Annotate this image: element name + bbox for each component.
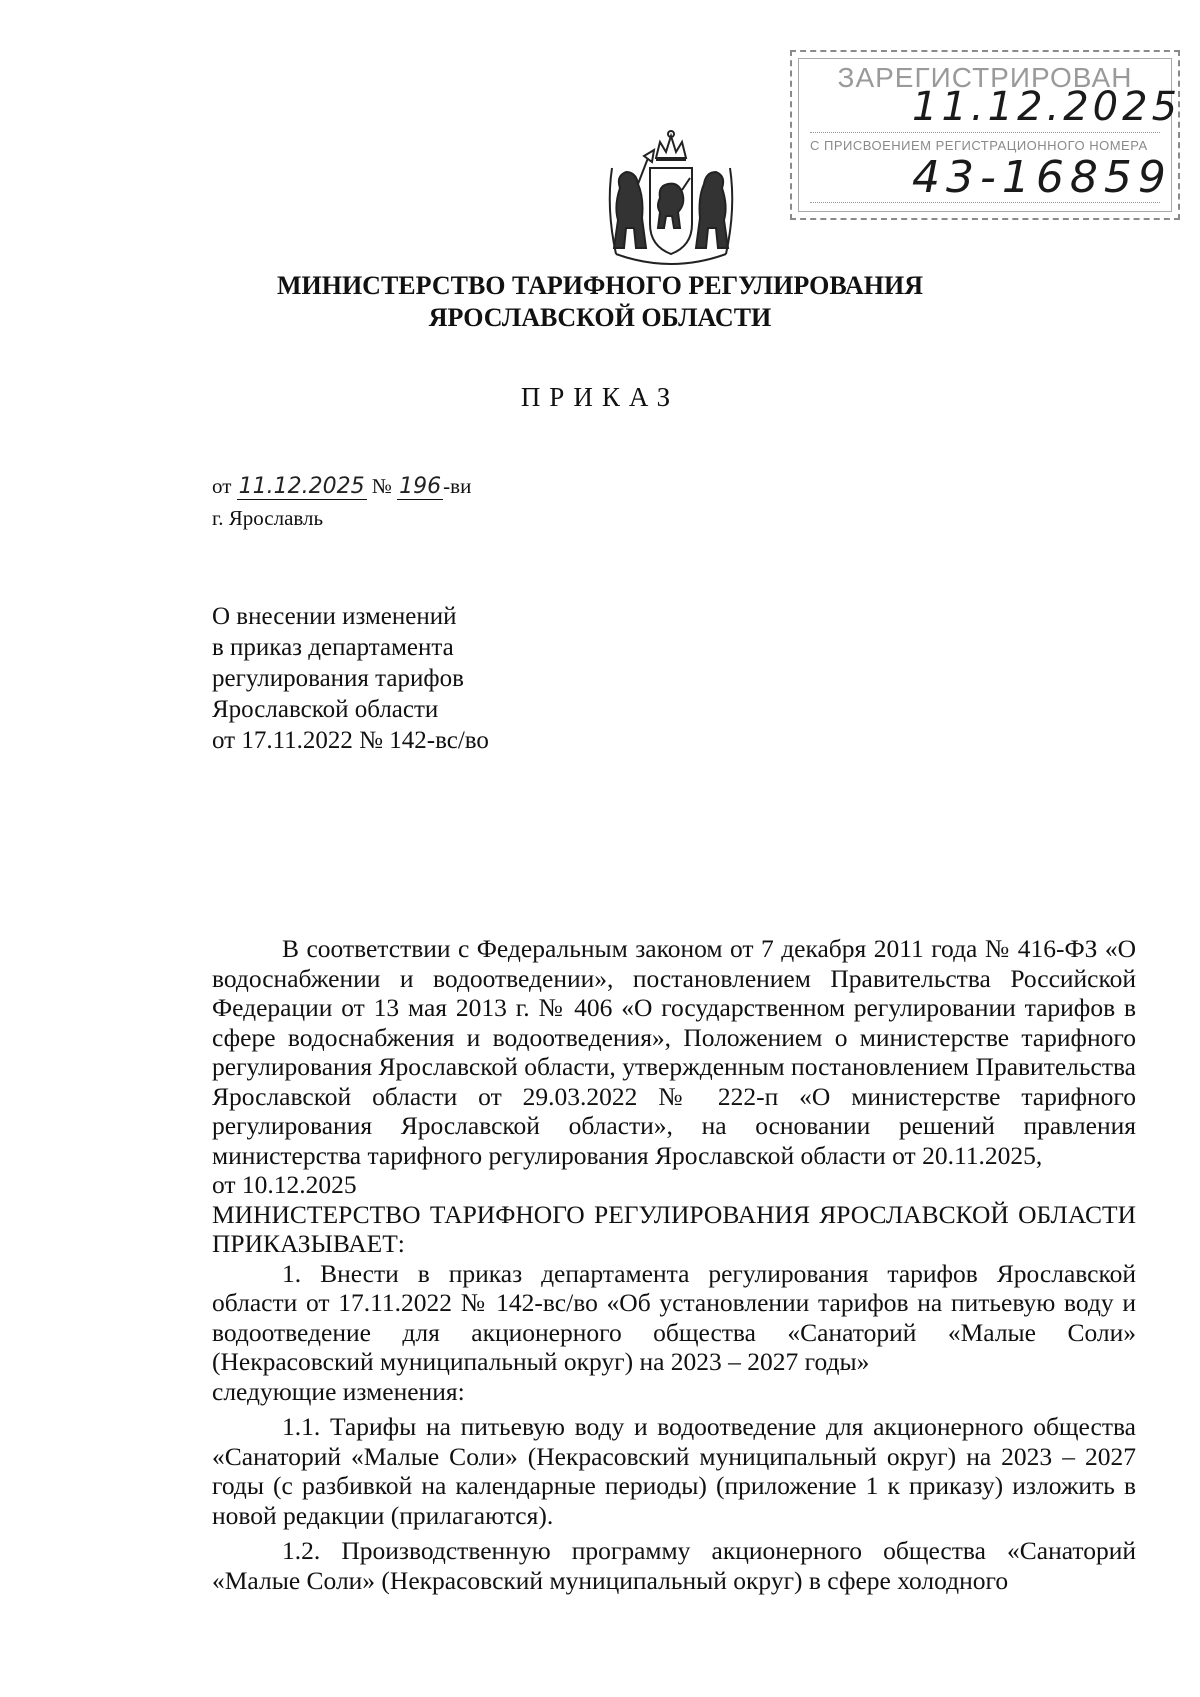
stamp-number: 43-16859 [912,152,1172,203]
document-type-title: ПРИКАЗ [520,382,680,412]
number-sign: № [371,474,392,498]
order-date-number-line [212,474,471,499]
item-1-1-paragraph: 1.1. Тарифы на питьевую воду и водоотведение для акционерного общества «Санаторий «Малые Соли» (Некрасовский муниципальный округ) на 2023 – 2027 годы (с разбивкой на календарные периоды) (приложение 1 к приказу) изложить в новой редакции (прилагаются). [212,1412,1136,1530]
subject-line: от 17.11.2022 № 142-вс/во [212,727,489,754]
order-number-suffix: -ви [443,474,472,498]
city: г. Ярославль [212,506,324,530]
registration-stamp [790,50,1180,220]
ministry-title-line1: МИНИСТЕРСТВО ТАРИФНОГО РЕГУЛИРОВАНИЯ [276,271,924,300]
order-date: 11.12.2025 [238,474,365,499]
order-number: 196 [399,474,442,499]
subject-line: регулирования тарифов [212,665,464,692]
order-subject [212,601,489,756]
subject-line: Ярославской области [212,696,439,723]
order-body [212,934,1136,1595]
stamp-assigned-number-label: С ПРИСВОЕНИЕМ РЕГИСТРАЦИОННОГО НОМЕРА [810,138,1148,153]
coat-of-arms-icon [598,128,744,276]
stamp-divider [810,132,1160,133]
item-1-paragraph: 1. Внести в приказ департамента регулирования тарифов Ярославской области от 17.11.2022 № 142-вс/во «Об установлении тарифов на питьевую воду и водоотведение для акционерного общества «Санаторий «Малые Соли» (Некрасовский муниципальный округ) на 2023 – 2027 годы» [212,1258,1136,1376]
ministry-title-line2: ЯРОСЛАВСКОЙ ОБЛАСТИ [428,303,772,332]
subject-line: в приказ департамента [212,634,454,661]
stamp-date: 11.12.2025 [912,84,1182,130]
stamp-divider [810,202,1160,203]
subject-line: О внесении изменений [212,603,457,630]
preamble-last-line: от 10.12.2025 [212,1170,357,1199]
preamble-paragraph: В соответствии с Федеральным законом от 7 декабря 2011 года № 416-ФЗ «О водоснабжении и водоотведении», постановлением Правительства Российской Федерации от 13 мая 2013 г. № 406 «О государственном регулировании тарифов в сфере водоснабжения и водоотведения», Положением о министерстве тарифного регулирования Ярославской области, утвержденным постановлением Правительства Ярославской области от 29.03.2022 № 222-п «О министерстве тарифного регулирования Ярославской области», на основании решений правления министерства тарифного регулирования Ярославской области от 20.11.2025, [212,934,1136,1170]
item-1-last-line: следующие изменения: [212,1376,465,1406]
stamp-registered-label: ЗАРЕГИСТРИРОВАН [837,62,1133,93]
decree-statement: МИНИСТЕРСТВО ТАРИФНОГО РЕГУЛИРОВАНИЯ ЯРОСЛАВСКОЙ ОБЛАСТИ ПРИКАЗЫВАЕТ: [212,1199,1136,1258]
item-1-2-paragraph: 1.2. Производственную программу акционерного общества «Санаторий «Малые Соли» (Некрасовский муниципальный округ) в сфере холодного [212,1536,1136,1595]
from-label: от [212,474,232,498]
